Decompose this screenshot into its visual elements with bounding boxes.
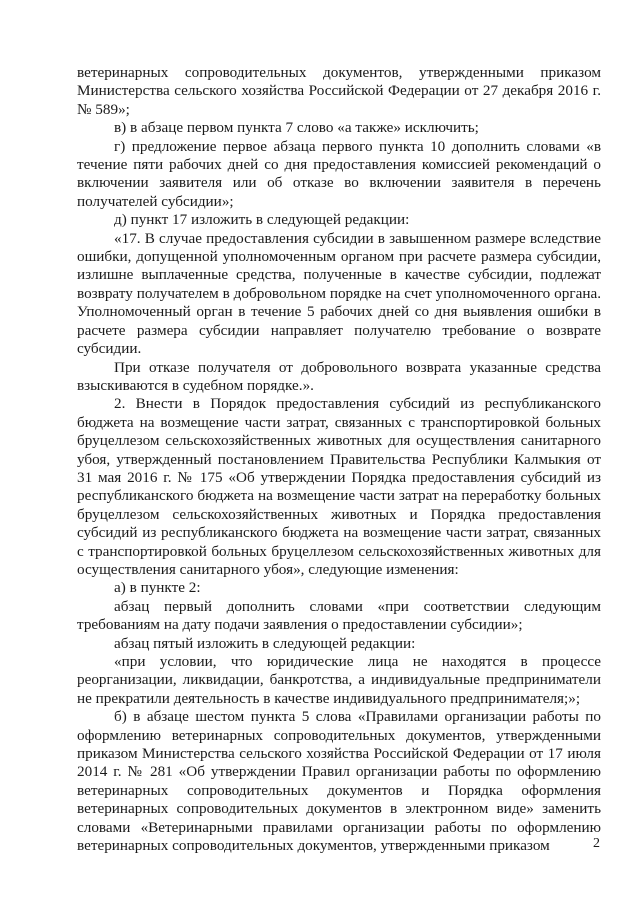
paragraph-item-v: в) в абзаце первом пункта 7 слово «а также» исключить; xyxy=(114,119,479,137)
paragraph-quote-17: «17. В случае предоставления субсидии в завышенном размере вследствие ошибки, допущенной уполномоченным органом при расчете размера субсидии, излишне выплаченные средства, полученные в качестве субсидии, подлежат возврату получателем в добровольном порядке на счет уполномоченного органа. Уполномоченный орган в течение 5 рабочих дней со дня выявления ошибки в расчете размера субсидии направляет получателю требование о возврате субсидии. xyxy=(77,229,601,358)
paragraph-refusal: При отказе получателя от добровольного возврата указанные средства взыскиваются в судебном порядке.». xyxy=(77,358,601,394)
paragraph-item-b: б) в абзаце шестом пункта 5 слова «Правилами организации работы по оформлению ветеринарных сопроводительных документов, утвержденными приказом Министерства сельского хозяйства Российской Федерации от 17 июля 2014 г. № 281 «Об утверждении Правил организации работы по оформлению ветеринарных сопроводительных документов и Порядка оформления ветеринарных сопроводительных документов в электронном виде» заменить словами «Ветеринарными правилами организации работы по оформлению ветеринарных сопроводительных документов, утвержденными приказом xyxy=(77,708,601,855)
paragraph-fifth-abzac: абзац пятый изложить в следующей редакции: xyxy=(114,634,416,652)
page-number: 2 xyxy=(593,836,600,851)
paragraph-item-g: г) предложение первое абзаца первого пункта 10 дополнить словами «в течение пяти рабочих дней со дня предоставления комиссией рекомендаций о включении заявителя или об отказе во включении заявителя в перечень получателей субсидии»; xyxy=(77,137,601,210)
paragraph-first-abzac: абзац первый дополнить словами «при соответствии следующим требованиям на дату подачи заявления о предоставлении субсидии»; xyxy=(77,597,601,634)
paragraph-item-d: д) пункт 17 изложить в следующей редакции: xyxy=(114,211,410,229)
paragraph-continuation: ветеринарных сопроводительных документов, утвержденными приказом Министерства сельского хозяйства Российской Федерации от 27 декабря 2016 г. № 589»; xyxy=(77,64,601,118)
document-body xyxy=(77,64,601,855)
paragraph-quote-condition: «при условии, что юридические лица не находятся в процессе реорганизации, ликвидации, банкротства, а индивидуальные предприниматели не прекратили деятельность в качестве индивидуального предпринимателя;»; xyxy=(77,653,601,707)
paragraph-section-2: 2. Внести в Порядок предоставления субсидий из республиканского бюджета на возмещение части затрат, связанных с транспортировкой больных бруцеллезом сельскохозяйственных животных для осуществления санитарного убоя, утвержденный постановлением Правительства Республики Калмыкия от 31 мая 2016 г. № 175 «Об утверждении Порядка предоставления субсидий из республиканского бюджета на возмещение части затрат на переработку больных бруцеллезом сельскохозяйственных животных и Порядка предоставления субсидий из республиканского бюджета на возмещение части затрат, связанных с транспортировкой больных бруцеллезом сельскохозяйственных животных для осуществления санитарного убоя», следующие изменения: xyxy=(77,395,601,578)
paragraph-item-a: а) в пункте 2: xyxy=(114,579,201,597)
